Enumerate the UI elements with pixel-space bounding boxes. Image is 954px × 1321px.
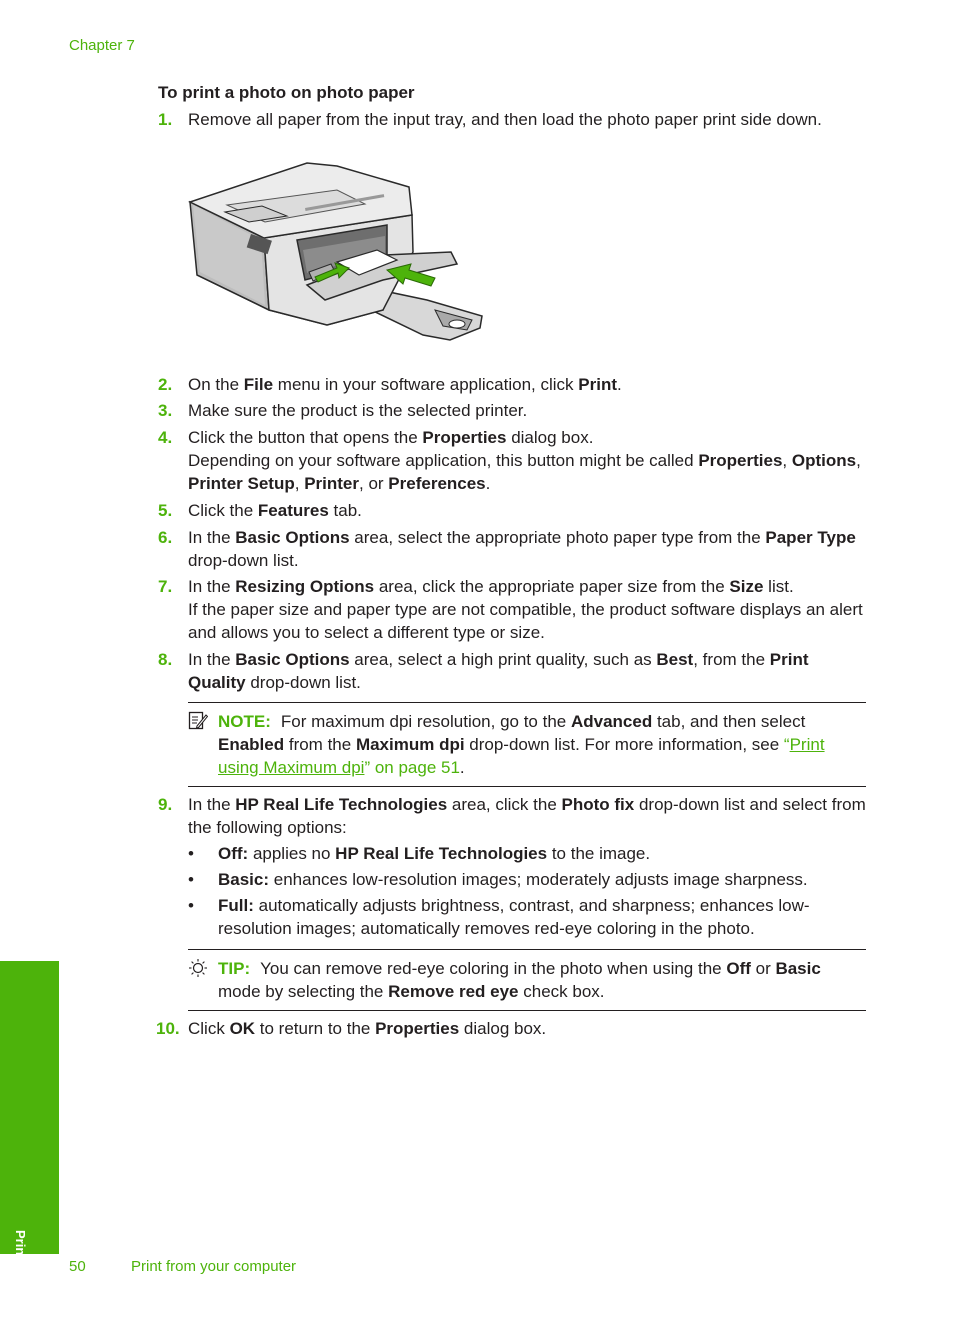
cross-reference-link[interactable]: ” on page 51 — [364, 758, 460, 777]
step-number: 5. — [158, 501, 173, 520]
note-icon — [188, 711, 208, 731]
footer-title: Print from your computer — [131, 1258, 297, 1275]
section-heading: To print a photo on photo paper — [158, 83, 415, 102]
step-number: 9. — [158, 795, 173, 814]
step-number: 8. — [158, 650, 173, 669]
printer-illustration — [187, 160, 485, 343]
step-6 — [158, 526, 868, 572]
step-number: 3. — [158, 401, 173, 420]
list-item — [188, 868, 868, 891]
item-text: Off: applies no HP Real Life Technologies to the image. — [218, 844, 651, 863]
step-1 — [158, 108, 868, 131]
step-number: 6. — [158, 528, 173, 547]
lightbulb-icon — [188, 958, 208, 978]
step-text: Make sure the product is the selected printer. — [188, 401, 528, 420]
step-3 — [158, 399, 868, 422]
step-text: Remove all paper from the input tray, and then load the photo paper print side down. — [188, 110, 822, 129]
step-2 — [158, 373, 868, 396]
step-text: On the File menu in your software application, click Print. — [188, 375, 622, 394]
note-box — [188, 702, 866, 787]
list-item — [188, 842, 868, 865]
step-text: In the Resizing Options area, click the appropriate paper size from the Size list. — [188, 577, 794, 596]
note-text: For maximum dpi resolution, go to the Advanced tab, and then select Enabled from the Maximum dpi drop-down list. For more information, see “Print using Maximum dpi” on page 51. — [218, 712, 825, 777]
step-text: In the Basic Options area, select the appropriate photo paper type from the Paper Type drop-down list. — [188, 528, 856, 570]
step-10 — [158, 1017, 868, 1040]
step-number: 1. — [158, 110, 173, 129]
bullet-mark: • — [188, 844, 194, 863]
step-5 — [158, 499, 868, 522]
option-list — [188, 842, 868, 943]
note-label: NOTE: — [218, 712, 271, 731]
cross-reference-link[interactable]: Print using Maximum dpi — [218, 735, 825, 777]
step-text: Click the button that opens the Properties dialog box. — [188, 428, 594, 447]
step-9 — [158, 793, 868, 839]
step-text: In the HP Real Life Technologies area, click the Photo fix drop-down list and select from the following options: — [188, 795, 866, 837]
item-text: Full: automatically adjusts brightness, contrast, and sharpness; enhances low-resolution images; automatically removes red-eye coloring in the photo. — [218, 896, 810, 938]
step-detail: If the paper size and paper type are not compatible, the product software displays an alert and allows you to select a different type or size. — [188, 600, 863, 642]
step-number: 2. — [158, 375, 173, 394]
step-8 — [158, 648, 868, 694]
item-text: Basic: enhances low-resolution images; moderately adjusts image sharpness. — [218, 870, 808, 889]
step-text: In the Basic Options area, select a high print quality, such as Best, from the Print Quality drop-down list. — [188, 650, 809, 692]
bullet-mark: • — [188, 870, 194, 889]
step-number: 7. — [158, 577, 173, 596]
cross-reference-link[interactable]: “ — [783, 735, 790, 754]
page-number: 50 — [69, 1258, 86, 1275]
step-7 — [158, 575, 868, 644]
chapter-label: Chapter 7 — [69, 37, 135, 54]
tip-text: You can remove red-eye coloring in the photo when using the Off or Basic mode by selecting the Remove red eye check box. — [218, 959, 821, 1001]
step-text: Click the Features tab. — [188, 501, 362, 520]
tip-label: TIP: — [218, 959, 251, 978]
step-detail: Depending on your software application, this button might be called Properties, Options, Printer Setup, Printer, or Preferences. — [188, 451, 861, 493]
step-4 — [158, 426, 868, 495]
sidebar-label: Print — [13, 1230, 28, 1260]
bullet-mark: • — [188, 896, 194, 915]
tip-box — [188, 949, 866, 1011]
step-number: 10. — [156, 1019, 180, 1038]
step-number: 4. — [158, 428, 173, 447]
section-sidebar — [0, 961, 59, 1254]
list-item — [188, 894, 868, 940]
step-text: Click OK to return to the Properties dialog box. — [188, 1019, 547, 1038]
